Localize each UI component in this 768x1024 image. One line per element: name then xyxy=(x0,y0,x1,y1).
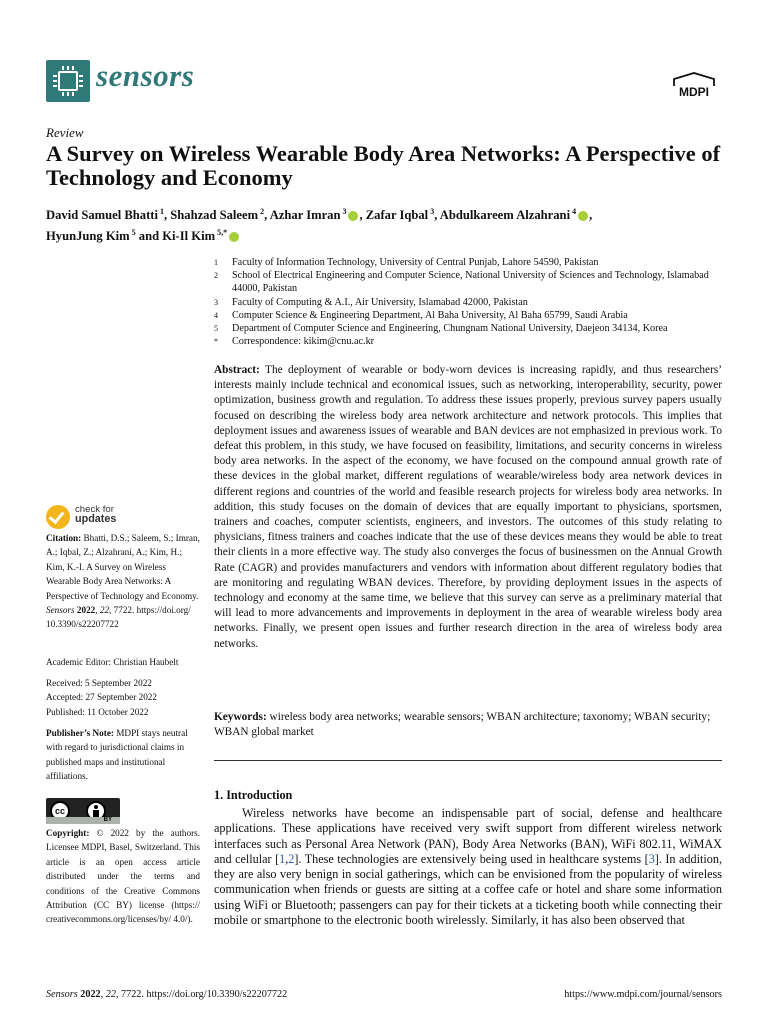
affiliation-text: Department of Computer Science and Engineering, Chungnam National University, Daejeon 34134, Korea xyxy=(232,323,668,335)
abstract xyxy=(214,363,722,652)
accepted-date: Accepted: 27 September 2022 xyxy=(46,692,157,703)
affiliation-item xyxy=(214,269,724,295)
mdpi-logo-icon xyxy=(668,72,720,98)
affiliation-item xyxy=(214,256,724,269)
author-separator: , xyxy=(264,208,270,223)
affiliation-text: Faculty of Computing & A.I., Air University, Islamabad 42000, Pakistan xyxy=(232,296,528,308)
author-separator: , xyxy=(434,208,440,223)
publisher-note-label: Publisher’s Note: xyxy=(46,728,114,738)
footer-journal: Sensors xyxy=(46,989,78,1000)
author-affiliation-mark: 4 xyxy=(572,207,577,216)
orcid-icon[interactable] xyxy=(348,211,358,221)
affiliation-item xyxy=(214,296,724,309)
footer-doi[interactable]: , 7722. https://doi.org/10.3390/s22207722 xyxy=(115,989,288,1000)
citation-volume: 22 xyxy=(99,605,110,616)
footer-journal-url[interactable]: https://www.mdpi.com/journal/sensors xyxy=(564,989,722,1000)
checkmark-icon xyxy=(46,505,70,529)
publisher-name: MDPI xyxy=(679,85,709,98)
copyright-text: © 2022 by the authors. Licensee MDPI, Basel, Switzerland. This article is an open access article distributed under the terms and conditions of the Creative Commons Attribution (CC BY) license (https:// creativecommons.org/licenses/by/ 4.0/). xyxy=(46,828,200,925)
citation-link[interactable]: 2 xyxy=(288,851,295,866)
abstract-label: Abstract: xyxy=(214,364,260,376)
affiliations xyxy=(214,256,724,348)
author-name[interactable]: Abdulkareem Alzahrani xyxy=(439,208,571,223)
keywords-text: wireless body area networks; wearable sensors; WBAN architecture; taxonomy; WBAN security; WBAN global market xyxy=(214,711,711,739)
affiliation-item xyxy=(214,309,724,322)
author-affiliation-mark: 3 xyxy=(342,207,347,216)
cc-by-license-icon[interactable] xyxy=(46,798,120,824)
citation-doi[interactable]: , 7722. https://doi.org/ 10.3390/s22207722 xyxy=(46,605,191,630)
cc-icon: cc xyxy=(50,801,70,821)
author-name[interactable]: Shahzad Saleem xyxy=(170,208,259,223)
academic-editor: Academic Editor: Christian Haubelt xyxy=(46,657,179,667)
footer-volume: 22 xyxy=(105,989,116,1000)
keywords-label: Keywords: xyxy=(214,711,267,723)
affiliation-mark: 5 xyxy=(214,324,218,334)
publisher-note-text: MDPI stays neutral with regard to jurisdictional claims in published maps and institutional affiliations. xyxy=(46,728,188,782)
article-title: A Survey on Wireless Wearable Body Area Networks: A Perspective of Technology and Economy xyxy=(46,141,721,190)
author-name[interactable]: HyunJung Kim xyxy=(46,229,130,244)
publisher-note xyxy=(46,726,200,784)
cc-by-label: BY xyxy=(46,817,120,824)
author-affiliation-mark: 2 xyxy=(260,207,265,216)
intro-text: ]. In addition, they are also very benign in social gatherings, which can be envisioned from the popularity of wireless communication when friends or guests are sitting at a coffee cafe or hotel and share some information using WiFi or Bluetooth; passengers can pay for their tickets at a ticketing booth while connecting their mobile or smartphone to the electronic booth wirelessly. Similarly, it has also been observed that xyxy=(214,851,722,928)
orcid-icon[interactable] xyxy=(578,211,588,221)
received-date: Received: 5 September 2022 xyxy=(46,678,152,688)
abstract-text: The deployment of wearable or body-worn devices is increasing rapidly, and thus researchers’ interests mainly include technical and economical issues, such as networking, interoperability, security, power optimization, business growth and regulation. To address these issues properly, previous survey papers usually focused on describing the wireless body area network architecture and network protocols. This implies that deployment issues and awareness issues of wearable and BAN devices are not emphasized in previous work. To defeat this problem, in this study, we have focused on feasibility, limitations, and security concerns in wireless body area networks. In the aspect of the economy, we have focused on the compound annual growth rate of these devices in the global market, different regulations of wearable/wireless body area network devices in different regions and countries of the world and feasible research projects for wireless body area networks. In addition, this study focuses on the domain of devices that are equally important to physicians, sportsmen, trainers and coaches, computer scientists, engineers, and investors. The outcomes of this study relating to physicians, fitness trainers and coaches indicate that the use of these devices means they would be able to treat their clients in a more effective way. The study also converges the focus of businessmen on the Annual Growth Rate (CAGR) and provides manufacturers and vendors with information about different regulatory bodies that are monitoring and regulating WBAN devices. Therefore, by providing deployment issues in the aspects of technology and economy at the same time, we believe that this survey can serve as a preliminary material that will lead to more advancements and improvements in deployment in the area of wearable wireless body area networks. Finally, we present open issues and further research direction in the area of wireless body area networks. xyxy=(214,364,722,650)
author-list xyxy=(46,203,736,245)
citation-text: Bhatti, D.S.; Saleem, S.; Imran, A.; Iqbal, Z.; Alzahrani, A.; Kim, H.; Kim, K.-I. A Survey on Wireless Wearable Body Area Networks: A Perspective of Technology and Economy. xyxy=(46,533,200,601)
article-dates xyxy=(46,676,200,719)
author-separator: , xyxy=(589,208,593,223)
affiliation-mark: 3 xyxy=(214,297,218,307)
author-name[interactable]: Ki-Il Kim xyxy=(162,229,216,244)
author-separator: , xyxy=(163,208,171,223)
citation-label: Citation: xyxy=(46,533,82,543)
author-name[interactable]: David Samuel Bhatti xyxy=(46,208,158,223)
footer-year: 2022 xyxy=(80,989,101,1000)
keywords xyxy=(214,710,722,740)
copyright-label: Copyright: xyxy=(46,828,90,838)
copyright-notice xyxy=(46,826,200,927)
citation-link[interactable]: 1 xyxy=(279,851,286,866)
affiliation-text: Faculty of Information Technology, University of Central Punjab, Lahore 54590, Pakistan xyxy=(232,257,599,268)
section-heading: 1. Introduction xyxy=(214,788,293,802)
citation-journal: Sensors xyxy=(46,605,75,616)
affiliation-item xyxy=(214,335,724,348)
affiliation-text: School of Electrical Engineering and Computer Science, National University of Sciences and Technology, Islamabad 44000, Pakistan xyxy=(232,270,709,295)
check-updates-label xyxy=(75,505,116,524)
citation-year: 2022 xyxy=(76,605,96,616)
affiliation-mark: 4 xyxy=(214,310,218,320)
footer-citation: Sensors 2022, 22, 7722. https://doi.org/10.3390/s22207722 xyxy=(46,989,288,1000)
affiliation-mark: 1 xyxy=(214,258,218,267)
intro-text: Wireless networks have become an indispensable part of social, defense and healthcare applications. These applications have received very swift support from different wireless network interfaces such as Personal Area Network (PAN), Body Area Networks (BAN), WiFi 802.11, WiMAX and cellular [ xyxy=(214,806,722,866)
author-affiliation-mark: 3 xyxy=(430,207,435,216)
author-affiliation-mark: 5,* xyxy=(217,228,228,238)
author-name[interactable]: Zafar Iqbal xyxy=(365,208,429,223)
journal-logo-icon xyxy=(46,60,90,102)
publisher-logo[interactable] xyxy=(668,72,720,98)
check-for-updates-button[interactable] xyxy=(46,505,156,531)
orcid-icon[interactable] xyxy=(229,232,239,242)
author-affiliation-mark: 5 xyxy=(131,228,136,238)
author-separator: , xyxy=(359,208,366,223)
published-date: Published: 11 October 2022 xyxy=(46,706,149,717)
affiliation-text: Computer Science & Engineering Department, Al Baha University, Al Baha 65799, Saudi Arabia xyxy=(232,309,628,321)
check-updates-line1: check for xyxy=(75,504,114,515)
citation-separator: , xyxy=(285,851,289,866)
author-name[interactable]: Azhar Imran xyxy=(269,208,341,223)
affiliation-mark: * xyxy=(214,337,218,347)
author-separator: and xyxy=(135,229,163,244)
check-updates-line2: updates xyxy=(75,512,117,525)
section-divider xyxy=(214,760,722,761)
citation-block: Citation: Bhatti, D.S.; Saleem, S.; Imran, A.; Iqbal, Z.; Alzahrani, A.; Kim, H.; Kim, K.-I. A Survey on Wireless Wearable Body Area Networks: A Perspective of Technology and Economy. Sensors 2022, 22, 7722. https://doi.org/ 10.3390/s22207722 xyxy=(46,533,200,630)
intro-paragraph xyxy=(214,806,722,928)
citation-link[interactable]: 3 xyxy=(648,851,655,866)
journal-name[interactable]: sensors xyxy=(96,58,195,93)
author-affiliation-mark: 1 xyxy=(159,207,164,216)
affiliation-item xyxy=(214,322,724,335)
affiliation-mark: 2 xyxy=(214,271,218,281)
affiliation-text: Correspondence: kikim@cnu.ac.kr xyxy=(232,336,375,348)
article-type: Review xyxy=(46,125,84,140)
intro-text: ]. These technologies are extensively being used in healthcare systems [ xyxy=(294,851,649,866)
